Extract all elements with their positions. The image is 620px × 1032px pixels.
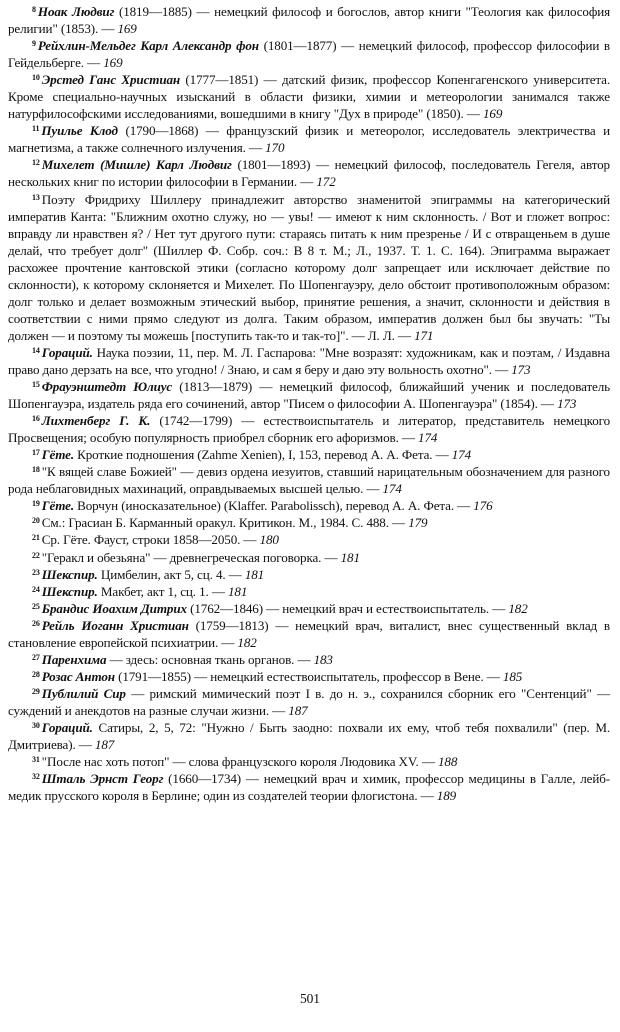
footnote-name: Гораций.	[41, 719, 93, 735]
footnote-text: — здесь: основная ткань органов. —	[109, 651, 311, 667]
footnote	[8, 583, 610, 600]
footnote-number: 9	[32, 39, 36, 49]
footnotes-list	[8, 3, 610, 804]
footnote	[8, 122, 610, 156]
footnote-name: Эрстед Ганс Христиан	[41, 72, 181, 88]
footnote-text: (1819—1885) — немецкий философ и богослов, автор книги "Теология как философия религии" (1853). —	[8, 4, 610, 37]
footnote-text: Макбет, акт 1, сц. 1. —	[100, 583, 225, 599]
footnote-page-ref: 171	[414, 327, 434, 343]
footnote-name: Паренхима	[41, 651, 107, 667]
footnote-text: (1777—1851) — датский физик, профессор Копенгагенского университета. Кроме специально-научных изысканий в области физики, химии и метеорологии занимался также натурфилософскими исследованиями, вошедшими в книгу "Дух в природе" (1850). —	[8, 72, 610, 122]
footnote	[8, 3, 610, 37]
footnote-page-ref: 173	[557, 396, 577, 412]
footnote	[8, 463, 610, 497]
footnote-number: 14	[32, 345, 40, 355]
footnote-page-ref: 182	[508, 600, 528, 616]
footnote-name: Шталь Эрнст Георг	[41, 771, 164, 787]
footnote-page-ref: 183	[313, 651, 333, 667]
footnote-text: (1762—1846) — немецкий врач и естествоиспытатель. —	[190, 600, 506, 616]
footnote-name: Шекспир.	[41, 583, 98, 599]
footnote	[8, 497, 610, 514]
footnote-number: 27	[32, 652, 40, 662]
footnote-name: Рейхлин-Мельдег Карл Александр фон	[37, 38, 259, 54]
footnote-text: "После нас хоть потоп" — слова французского короля Людовика XV. —	[41, 754, 435, 770]
footnote-page-ref: 176	[473, 498, 493, 514]
footnote-page-ref: 170	[265, 140, 285, 156]
footnote	[8, 668, 610, 685]
footnote-page-ref: 169	[482, 106, 503, 122]
footnote-name: Лихтенберг Г. К.	[41, 413, 151, 429]
footnote-name: Пуилье Клод	[41, 123, 118, 139]
footnote-number: 15	[32, 380, 40, 390]
footnote	[8, 531, 610, 548]
footnote-text: Сатиры, 2, 5, 72: "Нужно / Быть заодно: похвали их ему, чтоб тебя похвалили" (пер. М. Дмитриева). —	[8, 719, 611, 753]
footnote-page-ref: 180	[259, 532, 279, 548]
footnote-page-ref: 169	[103, 55, 123, 71]
footnote-number: 17	[32, 448, 40, 458]
footnote	[8, 344, 610, 378]
footnote-number: 19	[32, 499, 40, 509]
footnote-text: (1742—1799) — естествоиспытатель и литератор, представитель немецкого Просвещения; особую популярность приобрел сборник его афоризмов. —	[8, 413, 611, 446]
footnote-number: 8	[32, 5, 36, 14]
footnote	[8, 685, 610, 719]
footnote-name: Гораций.	[41, 344, 93, 360]
footnote-name: Гёте.	[41, 498, 74, 514]
footnote	[8, 378, 610, 412]
footnote-page-ref: 174	[418, 430, 438, 446]
footnote	[8, 156, 610, 190]
footnote-text: (1801—1877) — немецкий философ, профессор философии в Гейдельберге. —	[8, 38, 610, 71]
footnote-name: Гёте.	[41, 447, 74, 463]
footnote-page-ref: 187	[94, 737, 115, 753]
footnote	[8, 753, 610, 770]
footnote-name: Розас Антон	[41, 668, 115, 684]
footnote-number: 13	[32, 192, 40, 202]
footnote-number: 25	[32, 601, 40, 611]
footnote-text: Ворчун (иносказательное) (Klaffer. Parabolissch), перевод А. А. Фета. —	[77, 498, 471, 514]
footnote-text: (1759—1813) — немецкий врач, виталист, внес существенный вклад в становление европейской психиатрии. —	[8, 617, 610, 650]
footnote-number: 24	[32, 584, 40, 594]
footnote	[8, 549, 610, 566]
footnote-number: 30	[32, 720, 40, 730]
footnote-text: (1791—1855) — немецкий естествоиспытатель, профессор в Вене. —	[118, 668, 500, 684]
footnote-page-ref: 174	[451, 447, 471, 463]
footnote-page-ref: 169	[117, 21, 137, 37]
footnote	[8, 191, 610, 344]
footnote-page-ref: 189	[436, 788, 457, 804]
footnote-page-ref: 174	[382, 481, 402, 497]
footnote-text: (1813—1879) — немецкий философ, ближайший ученик и последователь Шопенгауэра, издатель ряда его сочинений, автор "Писем о философии А. Шопенгауэра" (1854). —	[8, 379, 610, 412]
footnote-number: 16	[32, 414, 40, 424]
footnote-number: 28	[32, 669, 40, 679]
footnote-text: Поэту Фридриху Шиллеру принадлежит авторство знаменитой эпиграммы на категорический императив Канта: "Ближним охотно служу, но — увы! — имеют к ним склонность. / Вот и гложет вопрос: вправду ли нравствен я? / Нет тут другого пути: стараясь питать к ним презренье / И с отвращеньем в душе делай, что требует долг" (Шиллер Ф. Собр. соч.: В 8 т. М.; Л., 1937. Т. 1. С. 164). Эпиграмма выражает расхожее прочтение кантовской этики (согласно которому долг запрещает или исключает действие по склонности), к которому склоняется и Михелет. По Шопенгауэру, дело обстоит противоположным образом: долг только и делает возможным этический выбор, принятие решения, а значит, склонности и действия в соответствии с ними прямо следуют из долга. Таким образом, императив должен был бы звучать: "Ты должен — и поэтому ты можешь [поступить так-то и так-то]". — Л. Л. —	[8, 191, 610, 343]
footnote-number: 10	[32, 73, 40, 83]
footnote-page-ref: 182	[237, 634, 257, 650]
footnote	[8, 600, 610, 617]
footnote-number: 18	[32, 465, 40, 475]
footnote-text: Ср. Гёте. Фауст, строки 1858—2050. —	[41, 532, 257, 548]
footnote-number: 32	[32, 772, 40, 782]
footnote	[8, 617, 610, 651]
footnote-page-ref: 188	[437, 754, 458, 770]
footnote-number: 11	[32, 124, 40, 134]
footnote-number: 26	[32, 618, 40, 628]
footnote	[8, 446, 610, 463]
footnote-page-ref: 181	[227, 583, 248, 599]
footnote-number: 20	[32, 516, 40, 526]
footnote-text: (1790—1868) — французский физик и метеоролог, исследователь электричества и магнетизма, а также солнечного излучения. —	[8, 123, 611, 156]
footnote-name: Рейль Иоганн Христиан	[41, 617, 189, 633]
footnote-name: Шекспир.	[41, 566, 98, 582]
footnote-number: 29	[32, 686, 40, 696]
footnote-page-ref: 173	[511, 361, 531, 377]
footnote	[8, 719, 610, 753]
footnote	[8, 412, 610, 446]
footnote	[8, 71, 610, 122]
footnote	[8, 514, 610, 531]
footnote-name: Фрауэнштедт Юлиус	[41, 379, 173, 395]
footnote-name: Михелет (Мишле) Карл Людвиг	[41, 157, 232, 173]
footnote	[8, 651, 610, 668]
footnote-number: 12	[32, 158, 40, 168]
footnote-text: Наука поэзии, 11, пер. М. Л. Гаспарова: "Мне возразят: художникам, как и поэтам, / Издавна право дано дерзать на все, что угодно! / Знаю, и сам я беру и даю эту вольность охотно". —	[8, 344, 610, 377]
footnote-page-ref: 185	[502, 668, 523, 684]
footnote-text: (1801—1893) — немецкий философ, последователь Гегеля, автор нескольких книг по истории философии в Германии. —	[8, 157, 610, 190]
footnote-text: — римский мимический поэт I в. до н. э., сохранился сборник его "Сентенций" — суждений и анекдотов на разные случаи жизни. —	[8, 685, 610, 718]
footnote-page-ref: 172	[316, 174, 336, 190]
footnote	[8, 770, 610, 804]
footnote-number: 23	[32, 567, 40, 577]
footnote-number: 31	[32, 755, 40, 765]
footnote-text: "К вящей славе Божией" — девиз ордена иезуитов, ставший нарицательным обозначением для разного рода неблаговидных махинаций, оправдываемых высшей целью. —	[8, 464, 610, 497]
footnote-text: "Геракл и обезьяна" — древнегреческая поговорка. —	[41, 549, 338, 565]
footnote-name: Ноак Людвиг	[37, 4, 115, 19]
footnote-page-ref: 187	[288, 702, 308, 718]
footnote-text: Кроткие подношения (Zahme Xenien), I, 153, перевод А. А. Фета. —	[77, 447, 449, 463]
footnote-page-ref: 181	[244, 566, 265, 582]
footnote-text: Цимбелин, акт 5, сц. 4. —	[100, 566, 242, 582]
footnote-text: См.: Грасиан Б. Карманный оракул. Критикон. М., 1984. С. 488. —	[41, 515, 406, 531]
footnote	[8, 566, 610, 583]
footnote-page-ref: 179	[408, 515, 428, 531]
page-number: 501	[300, 991, 320, 1006]
footnote	[8, 37, 610, 71]
footnote-page-ref: 181	[340, 549, 360, 565]
footnote-text: (1660—1734) — немецкий врач и химик, профессор медицины в Галле, лейб-медик прусского короля в Берлине; один из создателей теории флогистона. —	[8, 771, 611, 804]
footnote-name: Публилий Сир	[41, 685, 126, 701]
footnote-number: 21	[32, 533, 40, 543]
footnote-name: Брандис Иоахим Дитрих	[41, 600, 187, 616]
footnote-number: 22	[32, 550, 40, 560]
